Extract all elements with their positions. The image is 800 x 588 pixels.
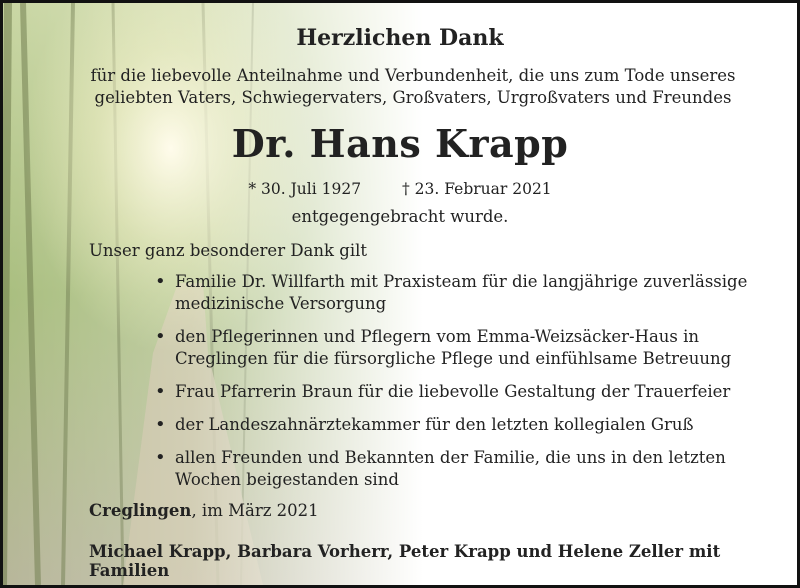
intro-text: [63, 65, 763, 109]
intro-line: für die liebevolle Anteilnahme und Verbundenheit, die uns zum Tode unseres: [90, 66, 736, 85]
death-date: † 23. Februar 2021: [402, 180, 552, 198]
birth-date: * 30. Juli 1927: [248, 180, 362, 198]
place-name: Creglingen: [89, 501, 192, 520]
conveyed-text: entgegengebracht wurde.: [291, 207, 509, 226]
list-item: • der Landeszahnärztekammer für den letzten kollegialen Gruß: [153, 414, 763, 436]
life-dates: [3, 180, 797, 198]
place-date: [89, 501, 319, 520]
list-item: • den Pflegerinnen und Pflegern vom Emma-Weizsäcker-Haus in Creglingen für die fürsorgliche Pflege und einfühlsame Betreuung: [153, 326, 763, 370]
list-item: • Frau Pfarrerin Braun für die liebevolle Gestaltung der Trauerfeier: [153, 381, 763, 403]
intro-line: geliebten Vaters, Schwiegervaters, Großvaters, Urgroßvaters und Freundes: [94, 88, 732, 107]
signers: Michael Krapp, Barbara Vorherr, Peter Krapp und Helene Zeller mit Familien: [89, 542, 721, 580]
list-item: • allen Freunden und Bekannten der Familie, die uns in den letzten Wochen beigestanden sind: [153, 447, 763, 491]
heading: Herzlichen Dank: [296, 25, 504, 51]
list-item: • Familie Dr. Willfarth mit Praxisteam für die langjährige zuverlässige medizinische Versorgung: [153, 271, 763, 315]
thanks-list: [153, 271, 763, 502]
thanks-intro: Unser ganz besonderer Dank gilt: [89, 241, 368, 260]
deceased-name: Dr. Hans Krapp: [231, 121, 569, 166]
date-text: , im März 2021: [191, 501, 319, 520]
